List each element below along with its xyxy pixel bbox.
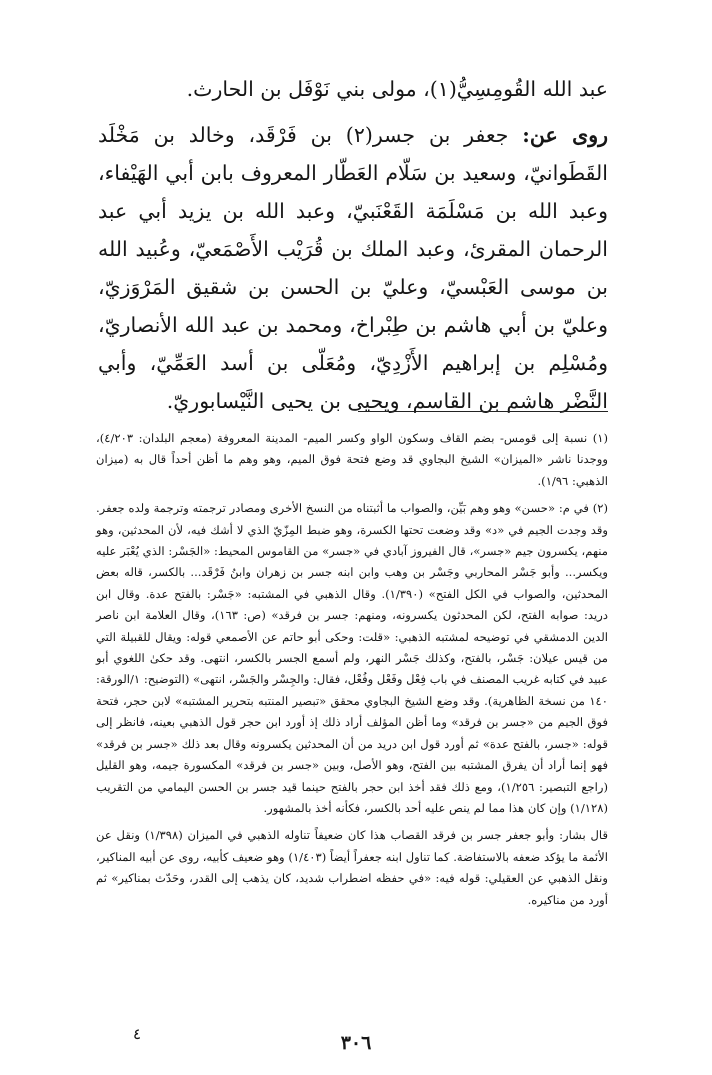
- page-number: ٣٠٦: [340, 1032, 372, 1054]
- footnote-divider: [358, 411, 608, 412]
- corner-mark: ٤: [133, 1025, 142, 1043]
- narrators-list: جعفر بن جسر(٢) بن فَرْقَد، وخالد بن مَخْلَد القَطَوانيّ، وسعيد بن سَلّام العَطّار المعروف بابن أبي الهَيْفاء، وعبد الله بن مَسْلَمَة القَعْنَبيّ، وعبد الله بن يزيد أبي عبد الرحمان المقرئ، وعبد الملك بن قُرَيْب الأَصْمَعيّ، وعُبيد الله بن موسى العَبْسيّ، وعليّ بن الحسن بن شقيق المَرْوَزيّ، وعليّ بن أبي هاشم بن طِبْراخ، ومحمد بن عبد الله الأنصاريّ، ومُسْلِم بن إبراهيم الأَزْدِيّ، ومُعَلّى بن أسد العَمِّيّ، وأبي النَّضْر هاشم بن القاسم، ويحيى بن يحيى النَّيْسابوريّ.: [98, 123, 608, 413]
- footnotes: [96, 428, 608, 911]
- footnote-1: (١) نسبة إلى قومس- بضم القاف وسكون الواو وكسر الميم- المدينة المعروفة (معجم البلدان: ٤/٢٠٣)، ووجدنا ناشر «الميزان» الشيخ البجاوي قد وضع فتحة فوق الميم، وهو وهم ما أظن أحداً قال به (ميزان الذهبي: ١/٩٦).: [96, 431, 608, 488]
- rawa-label: روى عن:: [522, 123, 608, 147]
- footnote-2: (٢) في م: «حسن» وهو وهم بَيِّن، والصواب ما أثبتناه من النسخ الأخرى ومصادر ترجمته وترجمة ولده جعفر. وقد وجدت الجيم في «د» وقد وضعت تحتها الكسرة، وهو ضبط المِزّيّ الذي لا أشك فيه، لأن المحدثين، وهو منهم، يكسرون جيم «جسر»، قال الفيروز آبادي في «جسر» من القاموس المحيط: «الجَسْر: الذي يُعْبَر عليه ويكسر... وأبو جَسْر المحاربي وجَسْر بن وهب وابن ابنه جسر بن زهران وابنُ فَرْقَد... بالكسر، قاله بعض المحدثين، والصواب في الكل الفتح» (١/٣٩٠). وقال الذهبي في المشتبه: «جَسْر: بالفتح عدة. وقال ابن دريد: صوابه الفتح، لكن المحدثون يكسرونه، ومنهم: جسر بن فرقد» (ص: ١٦٣)، وقال العلامة ابن ناصر الدين الدمشقي في توضيحه لمشتبه الذهبي: «قلت: وحكى أبو حاتم عن الأصمعي قوله: ويقال للقبيلة التي من قيس عيلان: جَسْر، بالفتح، وكذلك جَسْر النهر، ولم أسمع الجسر بالكسر، انتهى. وقد حكىٰ اللغوي أبو عبيد في كتابه غريب المصنف في باب فِعْل وفَعْل وفُعْل، فقال: والجِسْر والجَسْر، انتهى» (التوضيح: ١/الورقة: ١٤٠ من نسخة الظاهرية). وقد وضع الشيخ البجاوي محقق «تبصير المنتبه بتحرير المشتبه» لابن حجر، فتحة فوق الجيم من «جسر بن فرقد» وما أظن المؤلف أراد ذلك إذ أورد ابن حجر قول الذهبي بعينه، فانظر إلى قوله: «جسر، بالفتح عدة» ثم أورد قول ابن دريد من أن المحدثين يكسرونه وقال بعد ذلك «جسر بن فرقد» فهو إنما أراد أن يفرق المشتبه بين الفتح، وهو الأصل، وبين «جسر بن فرقد» المكسورة جيمه، وهو القليل (راجع التبصير: ١/٢٥٦)، ومع ذلك فقد أخذ ابن حجر بالفتح حينما قيد جسر بن الحسن اليمامي من التقريب (١/١٢٨) وإن كان هذا مما لم ينص عليه أحد بالكسر، فكأنه أخذ بالمشهور.: [96, 501, 609, 815]
- narrators-paragraph: [98, 116, 608, 420]
- footnote-editor-note: قال بشار: وأبو جعفر جسر بن فرقد القصاب هذا كان ضعيفاً تناوله الذهبي في الميزان (١/٣٩٨) ونقل عن الأئمة ما يؤكد ضعفه بالاستفاضة. كما تناول ابنه جعفراً أيضاً (١/٤٠٣) وهو ضعيف كأبيه، روى عن أبيه المناكير، ونقل الذهبي عن العقيلي: قوله فيه: «في حفظه اضطراب شديد، كان يذهب إلى القدر، وحَدّث بمناكير» ثم أورد من مناكيره.: [96, 828, 608, 907]
- main-text: [98, 70, 608, 420]
- intro-line: عبد الله القُومِسِيُّ(١)، مولى بني نَوْفَل بن الحارث.: [186, 77, 608, 101]
